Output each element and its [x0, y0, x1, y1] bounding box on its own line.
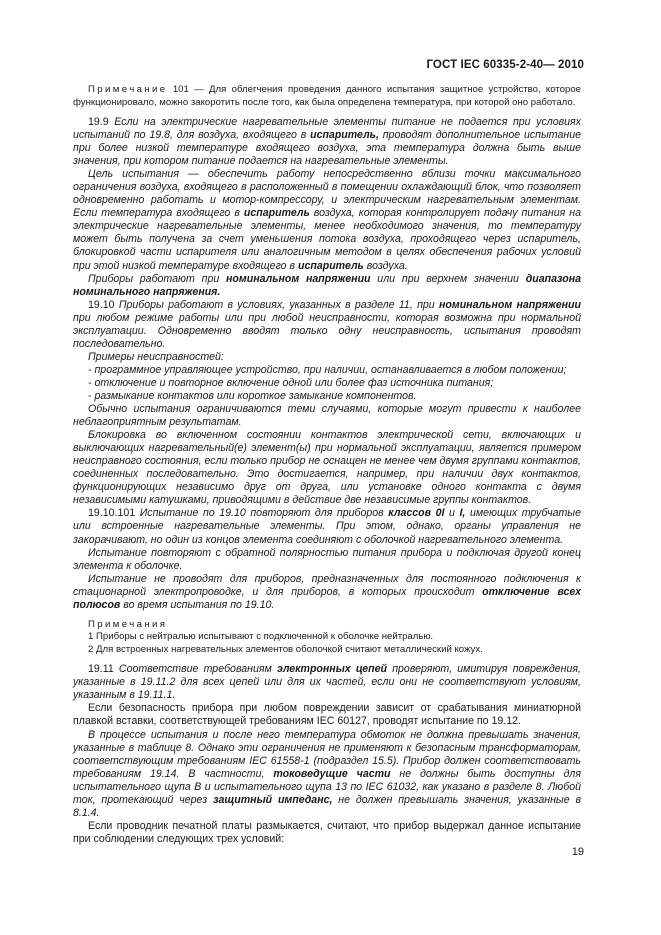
note-item: 1 Приборы с нейтралью испытывают с подключенной к оболочке нейтралью.	[88, 631, 434, 643]
list-item: - программное управляющее устройство, при наличии, останавливается в любом положении;	[88, 363, 567, 376]
term: номинальном напряжении	[226, 272, 371, 285]
page-body	[73, 84, 581, 846]
term: испаритель	[298, 259, 364, 272]
clause-19-11: 19.11 Соответствие требованиям электронных цепей проверяют, имитируя повреждения, указанные в 19.11.2 для всех цепей или для их частей, если они не соответствуют условиям, указанным в 19.11.1.	[73, 663, 581, 702]
paragraph-goal: Цель испытания — обеспечить работу непосредственно вблизи точки максимального ограничения воздуха, входящего в расположенный в помещении охлаждающий блок, что позволяет одновременно работать и мотор-компрессору, и электрическим нагревательным элементам. Если температура входящего в испаритель воздуха, которая контролирует подачу питания на электрические нагревательные элементы, менее необходимого значения, то температуру может быть получена за счет уменьшения потока воздуха, проходящего через испаритель, блокировкой части испарителя или аналогичным методом в целях обеспечения рабочих условий при этой низкой температуре входящего в испаритель воздуха.	[73, 168, 581, 272]
paragraph-safety: Если безопасность прибора при любом повреждении зависит от срабатывания миниатюрной плавкой вставки, соответствующей требованиям IEC 60127, проводят испытание по 19.12.	[73, 702, 581, 728]
term: номинальном напряжении	[439, 298, 581, 311]
term: классов 0I	[388, 507, 445, 520]
list-item: - размыкание контактов или короткое замыкание компонентов.	[88, 389, 417, 402]
note-item: 2 Для встроенных нагревательных элементов оболочкой считают металлический кожух.	[88, 643, 483, 655]
paragraph-process: В процессе испытания и после него температура обмоток не должна превышать значения, указанные в таблице 8. Однако эти ограничения не применяют к безопасным трансформаторам, соответствующим требованиям IEC 61558-1 (подраздел 15.5). Прибор должен соответствовать требованиям 19.14. В частности, токоведущие части не должны быть доступны для испытательного щупа В и испытательного щупа 13 по IEC 61032, как указано в разделе 8. Любой ток, протекающий через защитный импеданс, не должен превышать значения, указанные в 8.1.4.	[73, 728, 582, 819]
note-101: Примечание 101 — Для облегчения проведения данного испытания защитное устройство, которое функционировало, можно закоротить после того, как была определена температура, при которой оно работало.	[73, 84, 581, 108]
term: токоведущие части	[273, 767, 391, 780]
clause-19-10: 19.10 Приборы работают в условиях, указанных в разделе 11, при номинальном напряжении при любом режиме работы или при любой неисправности, которая возможна при нормальной эксплуатации. Одновременно вводят только одну неисправность, испытания проводят последовательно.	[73, 298, 581, 350]
list-item: - отключение и повторное включение одной или более фаз источника питания;	[88, 376, 494, 389]
paragraph-repeat: Испытание повторяют с обратной полярностью питания прибора и подключая другой конец элемента к оболочке.	[73, 546, 581, 572]
term: отключение всех полюсов	[73, 585, 581, 611]
notes-heading: Примечания	[88, 618, 168, 630]
clause-number: 19.9	[88, 116, 109, 128]
paragraph-devices: Приборы работают при номинальном напряжении или при верхнем значении диапазона номинального напряжения.	[73, 272, 581, 298]
note-label: Примечание	[88, 84, 168, 95]
clause-19-10-101: 19.10.101 Испытание по 19.10 повторяют для приборов классов 0I и I, имеющих трубчатые или встроенные нагревательные элементы. При этом, однако, органы управления не закорачивают, но один из концов элемента соединяют с оболочкой нагревательного элемента.	[73, 507, 581, 546]
clause-number: 19.10.101	[88, 507, 136, 520]
term: диапазона номинального напряжения.	[73, 272, 581, 298]
paragraph-limit: Обычно испытания ограничиваются теми случаями, которые могут привести к наиболее неблагоприятным результатам.	[73, 403, 581, 429]
term: защитный импеданс,	[213, 793, 333, 806]
clause-19-9: 19.9 Если на электрические нагревательные элементы питание не подается при условиях испытаний по 19.8, для воздуха, входящего в испаритель, проводят дополнительное испытание при более низкой температуре входящего воздуха, эта температура должна быть выше значения, при котором питание подается на нагревательные элементы.	[73, 116, 582, 168]
term: электронных цепей	[276, 663, 388, 676]
paragraph-pcb: Если проводник печатной платы размыкается, считают, что прибор выдержал данное испытание при соблюдении следующих трех условий:	[73, 819, 581, 845]
clause-number: 19.10	[88, 298, 115, 311]
page-number: 19	[571, 846, 584, 858]
paragraph-blocking: Блокировка во включенном состоянии контактов электрической сети, включающих и выключающих нагревательный(е) элемент(ы) при нормальной эксплуатации, является примером неисправного состояния, если только прибор не оснащен не менее чем двумя группами контактов, соединенных последовательно. Это достигается, например, при наличии двух контактов, функционирующих независимо друг от друга, или установке одного контакта с двумя независимыми катушками, приводящими в действие две независимые группы контактов.	[73, 429, 581, 507]
clause-number: 19.11	[88, 663, 114, 676]
paragraph-not-for: Испытание не проводят для приборов, предназначенных для постоянного подключения к стационарной электропроводке, и для приборов, в которых происходит отключение всех полюсов во время испытания по 19.10.	[73, 572, 581, 611]
standard-header: ГОСТ IEC 60335-2-40— 2010	[426, 59, 584, 71]
faults-intro: Примеры неисправностей:	[88, 350, 224, 363]
term: испаритель	[243, 207, 310, 220]
term: испаритель,	[310, 129, 379, 142]
term: I,	[459, 507, 466, 520]
